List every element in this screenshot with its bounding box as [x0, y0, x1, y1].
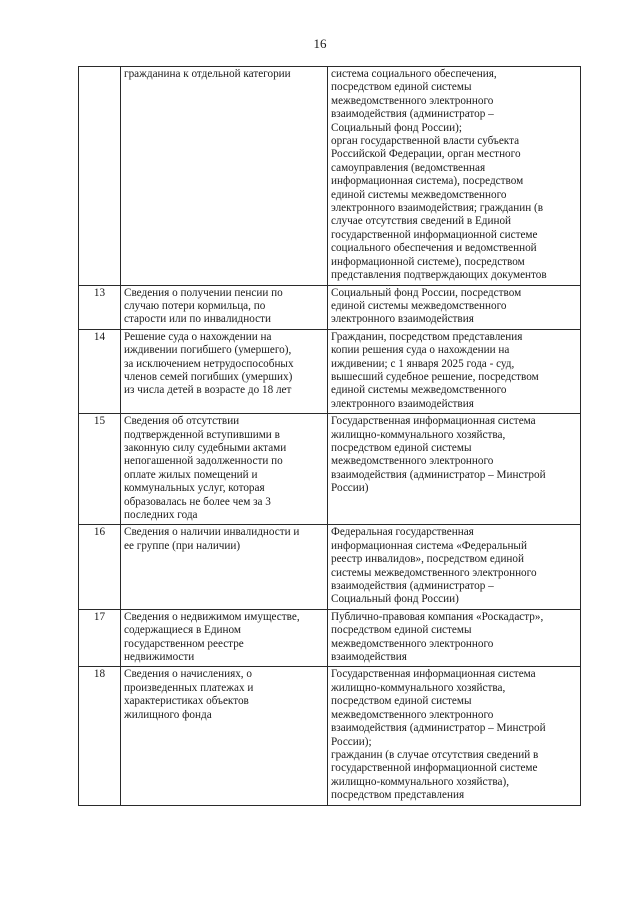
info-source-line: Государственная информационная система: [331, 415, 536, 428]
info-name-line: законную силу судебными актами: [124, 441, 287, 454]
info-source-line: Социальный фонд России);: [331, 121, 462, 134]
info-name-line: Сведения о получении пенсии по: [124, 286, 283, 299]
info-name-line: коммунальных услуг, которая: [124, 482, 265, 495]
info-source-line: межведомственного электронного: [331, 637, 494, 650]
info-name-line: недвижимости: [124, 651, 195, 664]
info-source-line: государственной информационной системе: [331, 762, 538, 775]
info-source-line: информационная система «Федеральный: [331, 539, 527, 552]
info-name-line: Сведения об отсутствии: [124, 415, 240, 428]
info-source-line: жилищно-коммунального хозяйства,: [331, 428, 506, 441]
info-source-line: межведомственного электронного: [331, 94, 494, 107]
info-name-line: непогашенной задолженности по: [124, 455, 283, 468]
info-name-line: последних года: [124, 509, 198, 521]
info-source-line: вышесший судебное решение, посредством: [331, 370, 539, 383]
table-row: [79, 609, 581, 667]
table-body: [79, 67, 581, 806]
info-source-line: посредством представления: [331, 789, 465, 802]
info-name-line: Сведения о начислениях, о: [124, 668, 252, 681]
info-source-line: электронного взаимодействия; гражданин (в: [331, 202, 544, 215]
row-number: 16: [79, 525, 121, 609]
info-source-line: Социальный фонд России, посредством: [331, 286, 522, 299]
data-sources-table: [78, 66, 581, 806]
info-name-cell: [121, 285, 328, 329]
info-name-line: гражданина к отдельной категории: [124, 68, 291, 80]
info-name-cell: [121, 67, 328, 286]
info-source-line: система социального обеспечения,: [331, 68, 497, 80]
info-source-line: взаимодействия (администратор –: [331, 108, 494, 121]
info-name-line: оплате жилых помещений и: [124, 468, 258, 481]
info-name-cell: [121, 667, 328, 805]
info-name-line: образовалась не более чем за 3: [124, 495, 271, 508]
info-name-line: старости или по инвалидности: [124, 313, 271, 326]
table-row: [79, 285, 581, 329]
info-name-line: Решение суда о нахождении на: [124, 330, 272, 343]
info-name-line: из числа детей в возрасте до 18 лет: [124, 384, 292, 397]
info-name-cell: [121, 414, 328, 525]
table-row: [79, 67, 581, 286]
info-source-line: посредством единой системы: [331, 441, 472, 454]
table-row: [79, 414, 581, 525]
table-row: [79, 525, 581, 609]
info-source-line: копии решения суда о нахождении на: [331, 344, 510, 357]
info-source-cell: [328, 414, 581, 525]
info-name-line: иждивении погибшего (умершего),: [124, 344, 292, 357]
info-source-line: посредством единой системы: [331, 695, 472, 708]
info-source-cell: [328, 525, 581, 609]
info-source-line: системы межведомственного электронного: [331, 566, 537, 579]
row-number: [79, 67, 121, 286]
info-source-line: электронного взаимодействия: [331, 397, 474, 410]
info-source-line: представления подтверждающих документов: [331, 269, 547, 282]
info-source-line: единой системы межведомственного: [331, 299, 507, 312]
info-source-line: посредством единой системы: [331, 624, 472, 637]
info-name-line: жилищного фонда: [124, 708, 212, 721]
info-source-line: Федеральная государственная: [331, 526, 474, 539]
info-source-line: единой системы межведомственного: [331, 188, 507, 201]
info-name-line: членов семей погибших (умерших): [124, 370, 293, 383]
info-source-cell: [328, 609, 581, 667]
info-source-line: единой системы межведомственного: [331, 384, 507, 397]
table-row: [79, 667, 581, 805]
info-source-line: взаимодействия: [331, 651, 407, 664]
info-name-cell: [121, 525, 328, 609]
info-name-line: случаю потери кормильца, по: [124, 299, 266, 312]
info-name-line: содержащиеся в Едином: [124, 624, 241, 637]
info-source-line: Социальный фонд России): [331, 593, 459, 606]
row-number: 14: [79, 329, 121, 413]
info-name-line: произведенных платежах и: [124, 681, 254, 694]
row-number: 13: [79, 285, 121, 329]
info-name-line: государственном реестре: [124, 637, 244, 650]
info-source-line: взаимодействия (администратор – Минстрой: [331, 722, 546, 735]
info-name-line: за исключением нетрудоспособных: [124, 357, 294, 370]
info-source-line: социального обеспечения и ведомственной: [331, 242, 537, 255]
info-source-line: Государственная информационная система: [331, 668, 536, 681]
info-name-cell: [121, 329, 328, 413]
info-source-line: жилищно-коммунального хозяйства,: [331, 681, 506, 694]
info-source-line: России): [331, 482, 369, 495]
info-source-line: Гражданин, посредством представления: [331, 330, 523, 343]
info-source-line: случае отсутствия сведений в Единой: [331, 215, 512, 228]
info-source-line: самоуправления (ведомственная: [331, 161, 486, 174]
info-name-line: ее группе (при наличии): [124, 539, 241, 552]
info-source-line: взаимодействия (администратор – Минстрой: [331, 468, 546, 481]
row-number: 17: [79, 609, 121, 667]
row-number: 18: [79, 667, 121, 805]
info-source-cell: [328, 667, 581, 805]
info-source-line: России);: [331, 735, 372, 748]
info-source-line: государственной информационной системе: [331, 228, 538, 241]
info-source-line: иждивении; с 1 января 2025 года - суд,: [331, 357, 515, 370]
info-name-line: Сведения о наличии инвалидности и: [124, 526, 300, 539]
info-source-cell: [328, 67, 581, 286]
info-source-line: информационной системе), посредством: [331, 255, 525, 268]
info-source-line: межведомственного электронного: [331, 455, 494, 468]
info-source-line: электронного взаимодействия: [331, 313, 474, 326]
info-source-line: Публично-правовая компания «Роскадастр»,: [331, 610, 544, 623]
info-source-cell: [328, 329, 581, 413]
info-source-line: Российской Федерации, орган местного: [331, 148, 521, 161]
info-source-line: информационная система), посредством: [331, 175, 524, 188]
info-name-line: подтвержденной вступившими в: [124, 428, 280, 441]
row-number: 15: [79, 414, 121, 525]
info-source-line: реестр инвалидов», посредством единой: [331, 553, 524, 566]
info-source-cell: [328, 285, 581, 329]
info-source-line: межведомственного электронного: [331, 708, 494, 721]
info-name-line: Сведения о недвижимом имуществе,: [124, 610, 300, 623]
info-source-line: посредством единой системы: [331, 81, 472, 94]
info-name-line: характеристиках объектов: [124, 695, 249, 708]
info-source-line: взаимодействия (администратор –: [331, 580, 494, 593]
info-name-cell: [121, 609, 328, 667]
info-source-line: жилищно-коммунального хозяйства),: [331, 775, 510, 788]
table-row: [79, 329, 581, 413]
info-source-line: орган государственной власти субъекта: [331, 135, 520, 148]
page-number: 16: [313, 36, 327, 51]
info-source-line: гражданин (в случае отсутствия сведений в: [331, 748, 539, 761]
